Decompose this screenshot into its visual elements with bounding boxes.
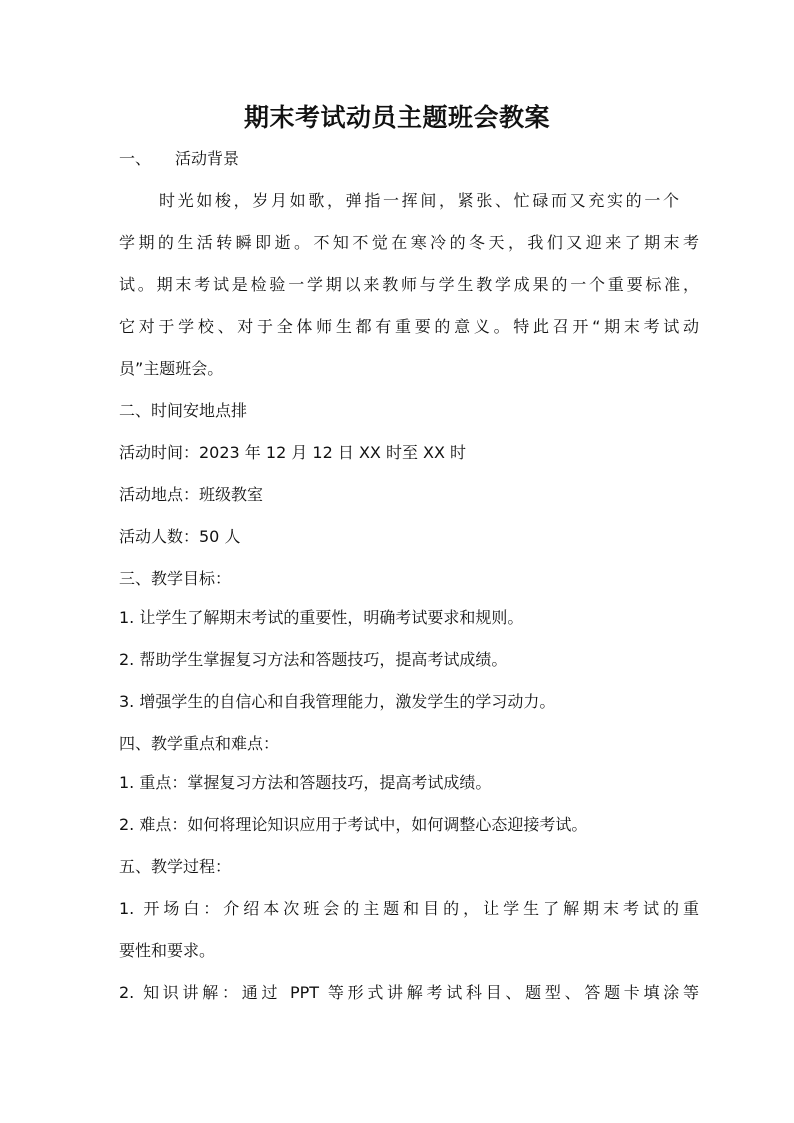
paragraph-line: 时光如梭，岁月如歌，弹指一挥间，紧张、忙碌而又充实的一个 [159,191,679,210]
section-heading-time-place: 二、时间安地点排 [119,401,248,420]
key-point-item: 1. 重点：掌握复习方法和答题技巧，提高考试成绩。 [119,773,492,792]
goal-item: 2. 帮助学生掌握复习方法和答题技巧，提高考试成绩。 [119,650,508,669]
process-item-line: 1. 开场白：介绍本次班会的主题和目的，让学生了解期末考试的重 [119,899,699,918]
activity-people: 活动人数：50 人 [119,527,241,546]
paragraph-line: 学期的生活转瞬即逝。不知不觉在寒冷的冬天，我们又迎来了期末考 [119,233,699,252]
paragraph-line: 试。期末考试是检验一学期以来教师与学生教学成果的一个重要标准， [119,275,699,294]
activity-place: 活动地点：班级教室 [119,485,264,504]
paragraph-line: 员”主题班会。 [119,359,224,378]
document-title: 期末考试动员主题班会教案 [243,103,550,132]
goal-item: 3. 增强学生的自信心和自我管理能力，激发学生的学习动力。 [119,692,556,711]
section-heading-background [119,147,699,171]
process-item-line: 要性和要求。 [119,941,216,960]
activity-time: 活动时间：2023 年 12 月 12 日 XX 时至 XX 时 [119,443,467,462]
section-heading-key-points: 四、教学重点和难点： [119,734,280,753]
process-item-line: 2. 知识讲解：通过 PPT 等形式讲解考试科目、题型、答题卡填涂等 [119,983,699,1002]
section-title: 活动背景 [175,149,240,168]
section-heading-process: 五、教学过程： [119,857,232,876]
goal-item: 1. 让学生了解期末考试的重要性，明确考试要求和规则。 [119,608,524,627]
key-point-item: 2. 难点：如何将理论知识应用于考试中，如何调整心态迎接考试。 [119,815,588,834]
paragraph-line: 它对于学校、对于全体师生都有重要的意义。特此召开“期末考试动 [119,317,699,336]
section-heading-goals: 三、教学目标： [119,569,232,588]
section-number: 一、 [119,149,152,168]
